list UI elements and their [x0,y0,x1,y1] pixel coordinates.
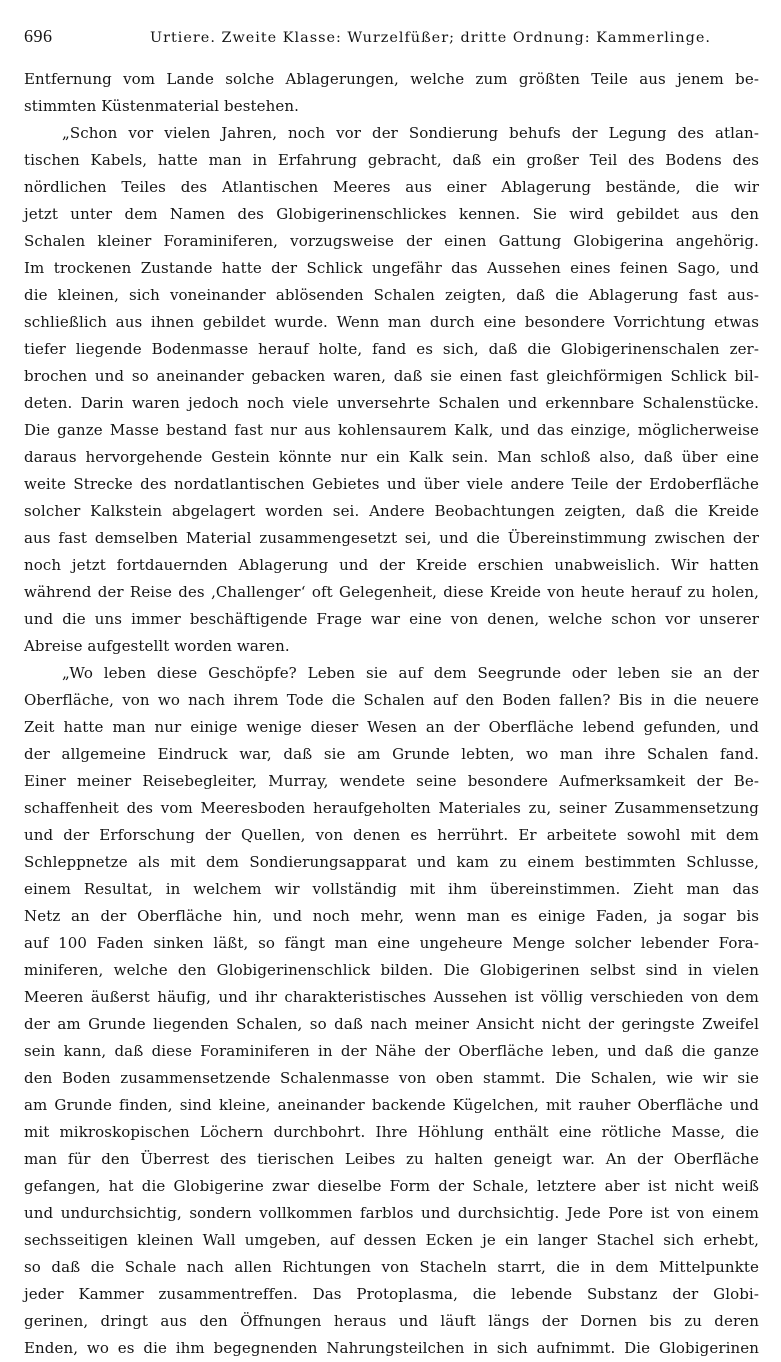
text-line: am Grunde finden, sind kleine, aneinander backende Kügelchen, mit rauher Oberfläche und [24,1096,759,1114]
text-line: tiefer liegende Bodenmasse herauf holte, fand es sich, daß die Globigerinenschalen zer- [24,340,759,358]
text-line: einem Resultat, in welchem wir vollständig mit ihm übereinstimmen. Zieht man das [24,880,759,898]
text-line: stimmten Küstenmaterial bestehen. [24,97,299,115]
page-number: 696 [24,26,53,46]
text-line: und der Erforschung der Quellen, von denen es herrührt. Er arbeitete sowohl mit dem [24,826,759,844]
text-line: jetzt unter dem Namen des Globigerinenschlickes kennen. Sie wird gebildet aus den [24,205,759,223]
text-line: während der Reise des ‚Challenger‘ oft Gelegenheit, diese Kreide von heute herauf zu holen, [24,583,759,601]
text-line: mit mikroskopischen Löchern durchbohrt. Ihre Höhlung enthält eine rötliche Masse, die [24,1123,759,1141]
text-line: und undurchsichtig, sondern vollkommen farblos und durchsichtig. Jede Pore ist von einem [24,1204,759,1222]
text-line: schließlich aus ihnen gebildet wurde. Wenn man durch eine besondere Vorrichtung etwas [24,313,759,331]
text-line: man für den Überrest des tierischen Leibes zu halten geneigt war. An der Oberfläche [24,1150,759,1168]
text-line: den Boden zusammensetzende Schalenmasse von oben stammt. Die Schalen, wie wir sie [24,1069,759,1087]
text-line: „Wo leben diese Geschöpfe? Leben sie auf dem Seegrunde oder leben sie an der [62,664,759,682]
text-line: brochen und so aneinander gebacken waren, daß sie einen fast gleichförmigen Schlick bil- [24,367,759,385]
text-line: so daß die Schale nach allen Richtungen von Stacheln starrt, die in dem Mittelpunkte [24,1258,759,1276]
text-line: nördlichen Teiles des Atlantischen Meeres aus einer Ablagerung bestände, die wir [24,178,759,196]
text-line: der allgemeine Eindruck war, daß sie am Grunde lebten, wo man ihre Schalen fand. [24,745,759,763]
text-line: solcher Kalkstein abgelagert worden sei. Andere Beobachtungen zeigten, daß die Kreide [24,502,759,520]
text-line: Die ganze Masse bestand fast nur aus kohlensaurem Kalk, und das einzige, möglicherweise [24,421,759,439]
text-line: die kleinen, sich voneinander ablösenden Schalen zeigten, daß die Ablagerung fast aus- [24,286,759,304]
text-line: der am Grunde liegenden Schalen, so daß nach meiner Ansicht nicht der geringste Zweifel [24,1015,759,1033]
text-line: auf 100 Faden sinken läßt, so fängt man eine ungeheure Menge solcher lebender Fora- [24,934,759,952]
text-line: Zeit hatte man nur einige wenige dieser Wesen an der Oberfläche lebend gefunden, und [24,718,759,736]
text-line: deten. Darin waren jedoch noch viele unversehrte Schalen und erkennbare Schalenstücke. [24,394,759,412]
text-line: sechsseitigen kleinen Wall umgeben, auf dessen Ecken je ein langer Stachel sich erhebt, [24,1231,759,1249]
text-line: und die uns immer beschäftigende Frage war eine von denen, welche schon vor unserer [24,610,759,628]
running-head [24,26,759,60]
text-line: Im trockenen Zustande hatte der Schlick ungefähr das Aussehen eines feinen Sago, und [24,259,759,277]
text-line: Netz an der Oberfläche hin, und noch mehr, wenn man es einige Faden, ja sogar bis [24,907,759,925]
text-line: Abreise aufgestellt worden waren. [24,637,290,655]
text-line: Meeren äußerst häufig, und ihr charakteristisches Aussehen ist völlig verschieden von dem [24,988,759,1006]
text-line: Schalen kleiner Foraminiferen, vorzugsweise der einen Gattung Globigerina angehörig. [24,232,759,250]
text-line: gerinen, dringt aus den Öffnungen heraus und läuft längs der Dornen bis zu deren [24,1312,759,1330]
text-line: „Schon vor vielen Jahren, noch vor der Sondierung behufs der Legung des atlan- [62,124,759,142]
text-line: jeder Kammer zusammentreffen. Das Protoplasma, die lebende Substanz der Globi- [24,1285,759,1303]
text-line: aus fast demselben Material zusammengesetzt sei, und die Übereinstimmung zwischen der [24,529,759,547]
text-line: miniferen, welche den Globigerinenschlick bilden. Die Globigerinen selbst sind in vielen [24,961,759,979]
text-line: Oberfläche, von wo nach ihrem Tode die Schalen auf den Boden fallen? Bis in die neuere [24,691,759,709]
text-line: Schleppnetze als mit dem Sondierungsapparat und kam zu einem bestimmten Schlusse, [24,853,759,871]
text-line: Einer meiner Reisebegleiter, Murray, wendete seine besondere Aufmerksamkeit der Be- [24,772,759,790]
text-line: sein kann, daß diese Foraminiferen in der Nähe der Oberfläche leben, und daß die ganze [24,1042,759,1060]
running-title: Urtiere. Zweite Klasse: Wurzelfüßer; dritte Ordnung: Kammerlinge. [150,30,711,46]
text-line: schaffenheit des vom Meeresboden heraufgeholten Materiales zu, seiner Zusammensetzung [24,799,759,817]
text-line: daraus hervorgehende Gestein könnte nur ein Kalk sein. Man schloß also, daß über eine [24,448,759,466]
text-line: tischen Kabels, hatte man in Erfahrung gebracht, daß ein großer Teil des Bodens des [24,151,759,169]
body-text [24,66,759,1362]
text-line: weite Strecke des nordatlantischen Gebietes und über viele andere Teile der Erdoberfläche [24,475,759,493]
text-line: Entfernung vom Lande solche Ablagerungen, welche zum größten Teile aus jenem be- [24,70,759,88]
text-line: Enden, wo es die ihm begegnenden Nahrungsteilchen in sich aufnimmt. Die Globigerinen [24,1339,759,1357]
text-line: gefangen, hat die Globigerine zwar dieselbe Form der Schale, letztere aber ist nicht weiß [24,1177,759,1195]
text-line: noch jetzt fortdauernden Ablagerung und der Kreide erschien unabweislich. Wir hatten [24,556,759,574]
